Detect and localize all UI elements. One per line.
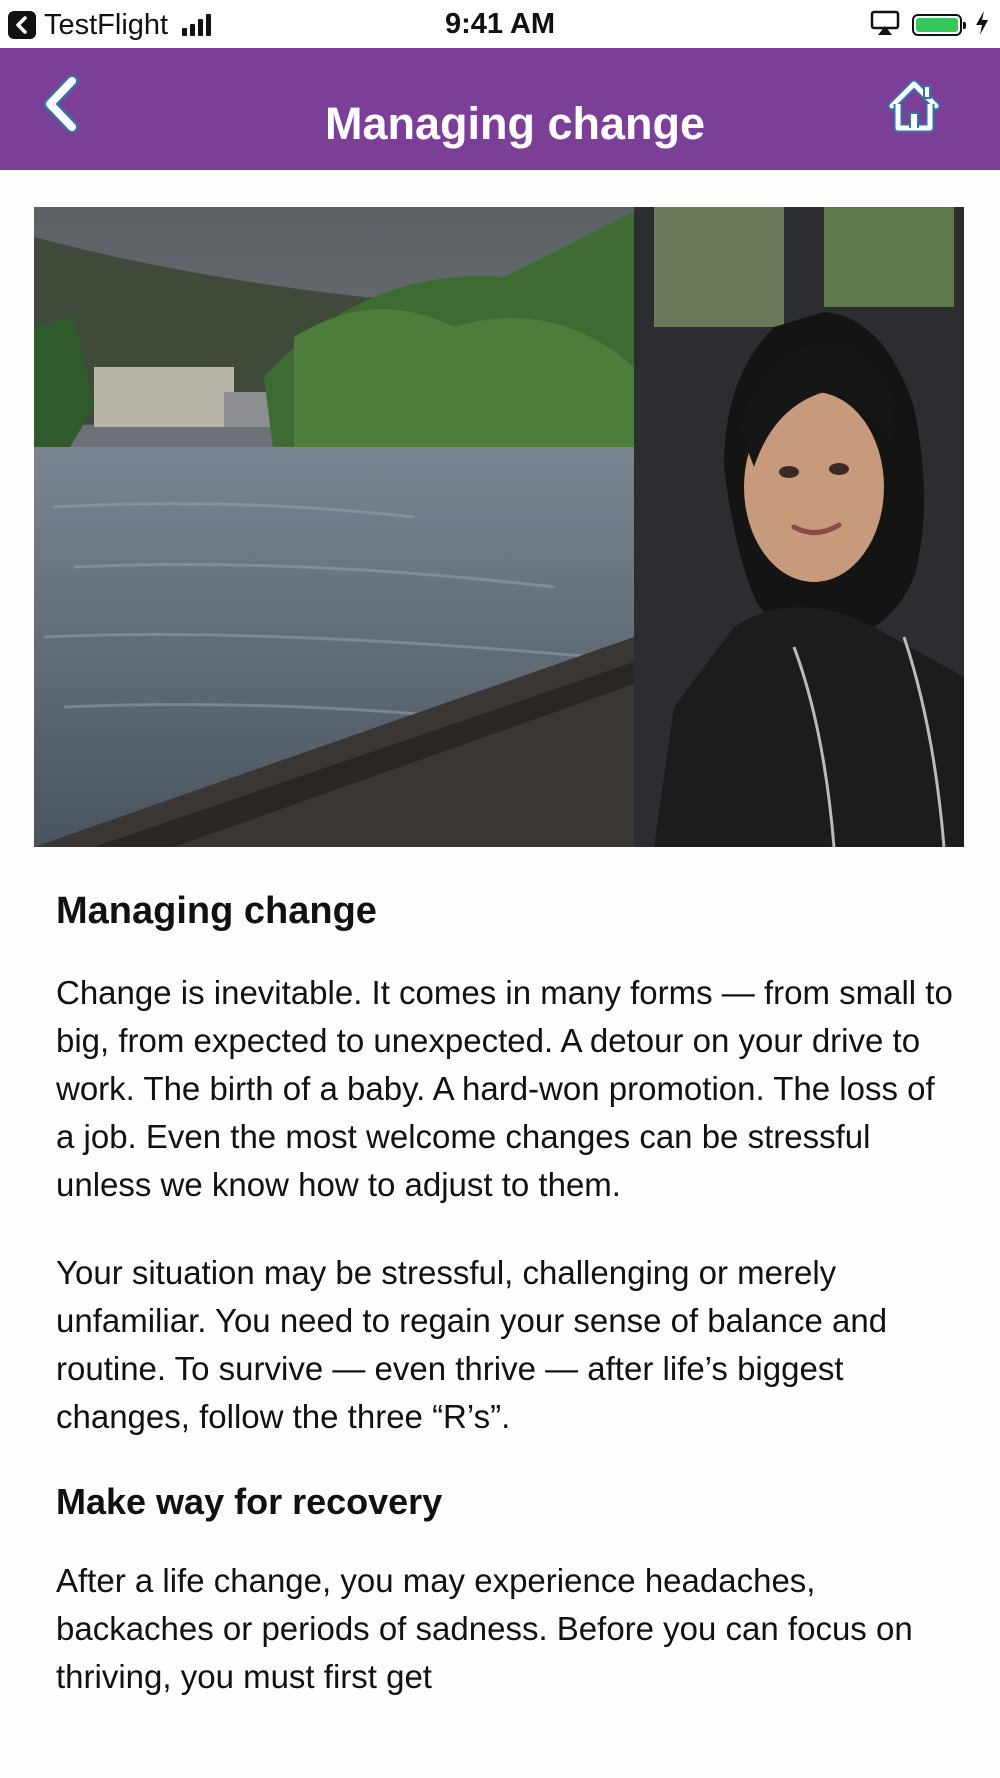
- article-paragraph-3: After a life change, you may experience headaches, backaches or periods of sadness. Before you can focus on thriving, you must first get: [56, 1562, 913, 1695]
- battery-icon: [912, 14, 962, 36]
- hero-image: [34, 207, 964, 847]
- battery-level-fill: [916, 18, 958, 32]
- charging-bolt-icon: [974, 10, 990, 41]
- page-title: Managing change: [324, 98, 706, 149]
- article-paragraph-1: Change is inevitable. It comes in many forms — from small to big, from expected to unexpected. A detour on your drive to work. The birth of a baby. A hard-won promotion. The loss of a job. Even the most welcome changes can be stressful unless we know how to adjust to them.: [56, 974, 953, 1203]
- status-time: 9:41 AM: [444, 8, 556, 40]
- article-content: [56, 890, 956, 1741]
- status-right: [870, 8, 990, 42]
- photo-woman-train-window: [34, 207, 964, 847]
- home-button[interactable]: [882, 76, 946, 140]
- airplay-icon: [870, 10, 900, 41]
- navigation-bar: [0, 48, 1000, 170]
- section-heading-recovery: Make way for recovery: [56, 1481, 443, 1522]
- article-heading: Managing change: [56, 890, 377, 932]
- article-paragraph-2: Your situation may be stressful, challenging or merely unfamiliar. You need to regain your sense of balance and routine. To survive — even thrive — after life’s biggest changes, follow the three “R’s”.: [56, 1254, 888, 1435]
- home-icon: [884, 76, 944, 141]
- status-bar: [0, 0, 1000, 48]
- back-to-app-label[interactable]: TestFlight: [44, 8, 169, 41]
